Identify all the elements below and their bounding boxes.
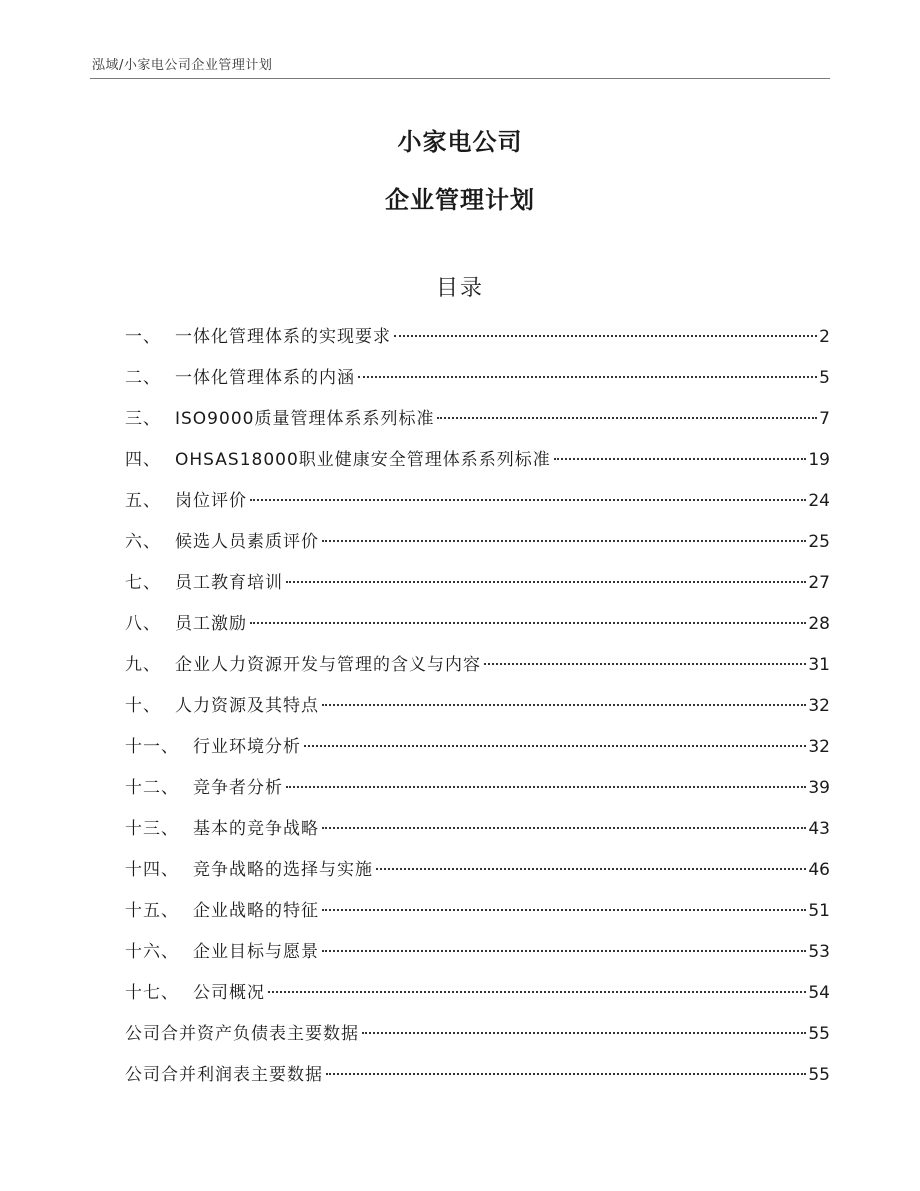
toc-dot-leader	[286, 786, 806, 788]
toc-entry-page-number: 53	[808, 942, 830, 962]
toc-entry-label: 候选人员素质评价	[175, 532, 319, 552]
toc-entry-page-number: 19	[808, 450, 830, 470]
toc-entry[interactable]	[125, 732, 830, 773]
toc-entry-number: 九、	[125, 655, 161, 675]
toc-entry[interactable]	[125, 855, 830, 896]
toc-dot-leader	[268, 991, 806, 993]
toc-entry-number: 十七、	[125, 983, 179, 1003]
toc-entry[interactable]	[125, 1060, 830, 1101]
header-divider	[90, 78, 830, 79]
toc-entry-number: 十五、	[125, 901, 179, 921]
toc-entry-page-number: 55	[808, 1024, 830, 1044]
toc-entry-number: 十一、	[125, 737, 179, 757]
toc-entry-page-number: 55	[808, 1065, 830, 1085]
toc-entry-page-number: 43	[808, 819, 830, 839]
toc-entry-page-number: 7	[819, 409, 830, 429]
toc-entry-page-number: 39	[808, 778, 830, 798]
toc-dot-leader	[250, 499, 806, 501]
toc-entry[interactable]	[125, 322, 830, 363]
toc-entry-number: 四、	[125, 450, 161, 470]
toc-entry[interactable]	[125, 609, 830, 650]
toc-entry-page-number: 54	[808, 983, 830, 1003]
toc-entry-label: 一体化管理体系的内涵	[175, 368, 355, 388]
toc-entry-number: 十三、	[125, 819, 179, 839]
toc-dot-leader	[554, 458, 807, 460]
toc-entry-page-number: 5	[819, 368, 830, 388]
toc-entry[interactable]	[125, 650, 830, 691]
toc-entry-label: 竞争战略的选择与实施	[193, 860, 373, 880]
toc-entry-page-number: 32	[808, 737, 830, 757]
toc-entry-page-number: 25	[808, 532, 830, 552]
toc-entry-page-number: 2	[819, 327, 830, 347]
toc-entry[interactable]	[125, 937, 830, 978]
toc-dot-leader	[437, 417, 817, 419]
toc-entry[interactable]	[125, 773, 830, 814]
toc-entry-number: 五、	[125, 491, 161, 511]
toc-entry[interactable]	[125, 486, 830, 527]
toc-entry[interactable]	[125, 1019, 830, 1060]
toc-entry-label: 公司合并利润表主要数据	[125, 1065, 323, 1085]
toc-entry-label: 公司合并资产负债表主要数据	[125, 1024, 359, 1044]
toc-dot-leader	[326, 1073, 806, 1075]
toc-dot-leader	[358, 376, 817, 378]
toc-entry-page-number: 28	[808, 614, 830, 634]
toc-dot-leader	[250, 622, 806, 624]
toc-dot-leader	[304, 745, 806, 747]
toc-entry-page-number: 31	[808, 655, 830, 675]
toc-entry[interactable]	[125, 691, 830, 732]
toc-dot-leader	[322, 950, 806, 952]
toc-entry-number: 六、	[125, 532, 161, 552]
toc-entry-number: 七、	[125, 573, 161, 593]
toc-entry-number: 十、	[125, 696, 161, 716]
toc-entry-number: 二、	[125, 368, 161, 388]
toc-dot-leader	[286, 581, 806, 583]
toc-entry[interactable]	[125, 445, 830, 486]
toc-entry-page-number: 27	[808, 573, 830, 593]
toc-entry-number: 三、	[125, 409, 161, 429]
toc-entry-label: 竞争者分析	[193, 778, 283, 798]
table-of-contents	[125, 322, 830, 1101]
toc-entry[interactable]	[125, 814, 830, 855]
toc-entry-number: 一、	[125, 327, 161, 347]
toc-entry-label: ISO9000质量管理体系系列标准	[175, 409, 435, 429]
toc-dot-leader	[322, 909, 806, 911]
toc-entry-page-number: 51	[808, 901, 830, 921]
toc-entry-label: OHSAS18000职业健康安全管理体系系列标准	[175, 450, 551, 470]
toc-entry-label: 企业人力资源开发与管理的含义与内容	[175, 655, 481, 675]
toc-dot-leader	[322, 540, 806, 542]
toc-entry-number: 十二、	[125, 778, 179, 798]
toc-entry-page-number: 46	[808, 860, 830, 880]
toc-entry-label: 员工教育培训	[175, 573, 283, 593]
toc-entry-label: 员工激励	[175, 614, 247, 634]
toc-dot-leader	[394, 335, 817, 337]
toc-dot-leader	[362, 1032, 806, 1034]
toc-entry-page-number: 24	[808, 491, 830, 511]
toc-entry-number: 十六、	[125, 942, 179, 962]
toc-dot-leader	[376, 868, 806, 870]
toc-entry-label: 企业目标与愿景	[193, 942, 319, 962]
toc-entry[interactable]	[125, 568, 830, 609]
toc-entry-number: 十四、	[125, 860, 179, 880]
toc-entry-label: 企业战略的特征	[193, 901, 319, 921]
toc-entry-label: 基本的竞争战略	[193, 819, 319, 839]
toc-entry[interactable]	[125, 978, 830, 1019]
toc-dot-leader	[322, 704, 806, 706]
toc-entry-number: 八、	[125, 614, 161, 634]
toc-entry[interactable]	[125, 404, 830, 445]
toc-entry-label: 公司概况	[193, 983, 265, 1003]
toc-entry-label: 人力资源及其特点	[175, 696, 319, 716]
toc-entry-page-number: 32	[808, 696, 830, 716]
toc-entry[interactable]	[125, 363, 830, 404]
document-title-line1: 小家电公司	[397, 128, 523, 156]
toc-entry-label: 行业环境分析	[193, 737, 301, 757]
toc-entry[interactable]	[125, 896, 830, 937]
toc-entry-label: 一体化管理体系的实现要求	[175, 327, 391, 347]
toc-dot-leader	[484, 663, 806, 665]
document-title-line2: 企业管理计划	[385, 186, 535, 214]
toc-heading: 目录	[435, 276, 484, 301]
toc-dot-leader	[322, 827, 806, 829]
toc-entry-label: 岗位评价	[175, 491, 247, 511]
running-header: 泓域/小家电公司企业管理计划	[92, 58, 273, 73]
toc-entry[interactable]	[125, 527, 830, 568]
